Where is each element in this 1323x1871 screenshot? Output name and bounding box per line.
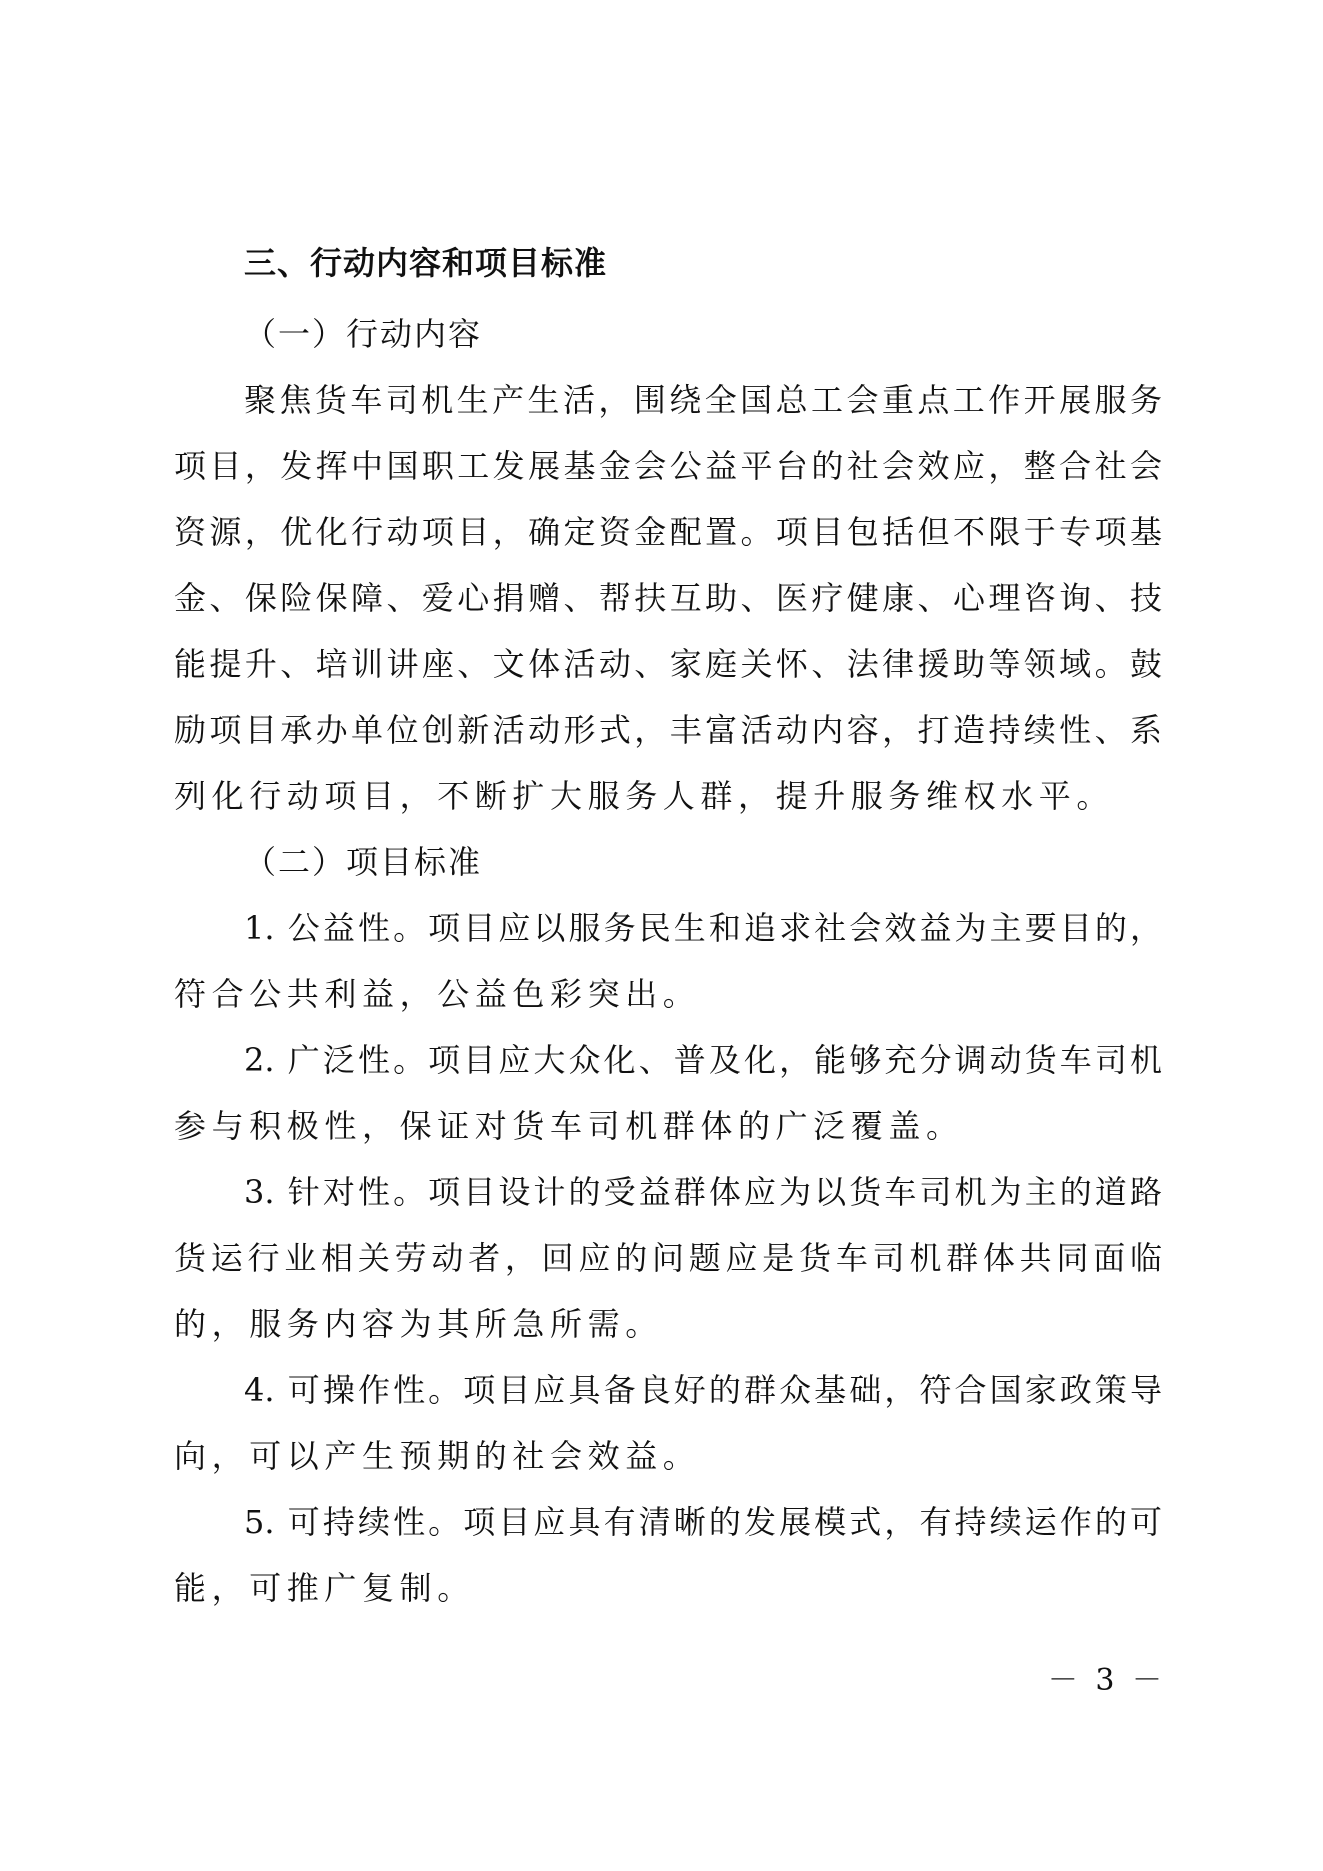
subsection-heading-project-standards: （二）项目标准 (244, 843, 483, 881)
standard-item-line: 5. 可持续性。项目应具有清晰的发展模式，有持续运作的可 (244, 1503, 1162, 1541)
standard-item-line: 2. 广泛性。项目应大众化、普及化，能够充分调动货车司机 (244, 1041, 1162, 1079)
paragraph-line: 项目，发挥中国职工发展基金会公益平台的社会效应，整合社会 (174, 447, 1162, 485)
standard-item-line: 能，可推广复制。 (174, 1569, 475, 1607)
standard-item-line: 4. 可操作性。项目应具备良好的群众基础，符合国家政策导 (244, 1371, 1162, 1409)
standard-item-line: 符合公共利益，公益色彩突出。 (174, 975, 701, 1013)
paragraph-line: 列化行动项目，不断扩大服务人群，提升服务维权水平。 (174, 777, 1115, 815)
paragraph-line: 金、保险保障、爱心捐赠、帮扶互助、医疗健康、心理咨询、技 (174, 579, 1162, 617)
standard-item-line: 参与积极性，保证对货车司机群体的广泛覆盖。 (174, 1107, 964, 1145)
standard-item-line: 1. 公益性。项目应以服务民生和追求社会效益为主要目的， (244, 909, 1162, 947)
standard-item-line: 3. 针对性。项目设计的受益群体应为以货车司机为主的道路 (244, 1173, 1162, 1211)
page-number: － 3 － (1047, 1663, 1162, 1698)
standard-item-line: 的，服务内容为其所急所需。 (174, 1305, 663, 1343)
paragraph-line: 能提升、培训讲座、文体活动、家庭关怀、法律援助等领域。鼓 (174, 645, 1162, 683)
standard-item-line: 货运行业相关劳动者，回应的问题应是货车司机群体共同面临 (174, 1239, 1162, 1277)
paragraph-line: 资源，优化行动项目，确定资金配置。项目包括但不限于专项基 (174, 513, 1162, 551)
paragraph-line: 聚焦货车司机生产生活，围绕全国总工会重点工作开展服务 (244, 381, 1162, 419)
paragraph-line: 励项目承办单位创新活动形式，丰富活动内容，打造持续性、系 (174, 711, 1162, 749)
standard-item-line: 向，可以产生预期的社会效益。 (174, 1437, 701, 1475)
section-heading: 三、行动内容和项目标准 (244, 244, 608, 282)
subsection-heading-action-content: （一）行动内容 (244, 315, 483, 353)
